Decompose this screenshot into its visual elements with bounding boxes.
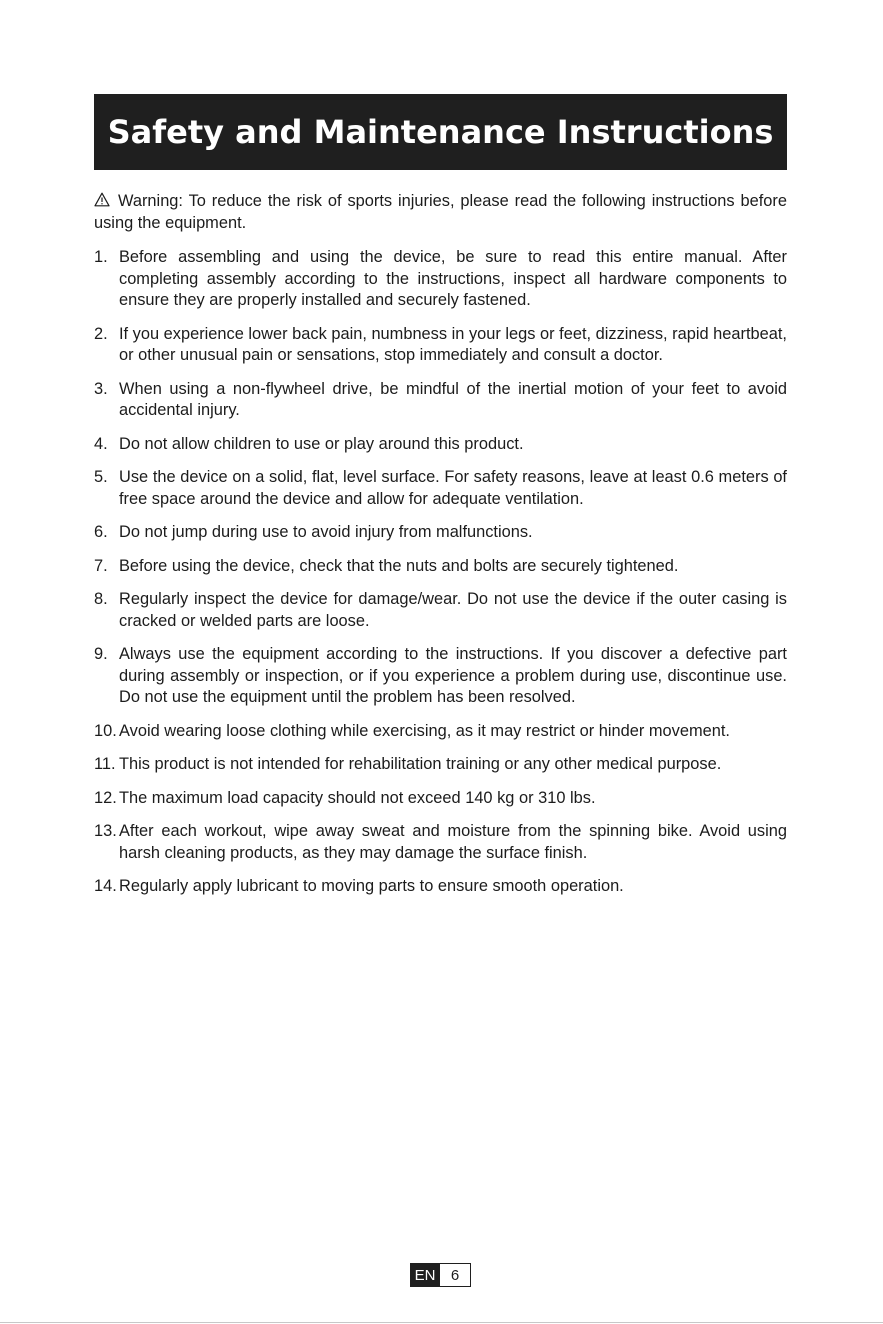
warning-paragraph: [94, 190, 787, 234]
list-item: [94, 644, 787, 709]
list-item-text: Regularly apply lubricant to moving parts to ensure smooth operation.: [119, 877, 624, 895]
list-item-text: Before using the device, check that the nuts and bolts are securely tightened.: [119, 556, 679, 575]
list-item: [94, 434, 787, 456]
page-number: 6: [440, 1263, 471, 1287]
warning-triangle-icon: [94, 192, 110, 207]
manual-page: [94, 94, 787, 910]
list-item-text: After each workout, wipe away sweat and moisture from the spinning bike. Avoid using harsh cleaning products, as they may damage the surface finish.: [119, 822, 787, 862]
language-badge: EN: [410, 1263, 440, 1287]
list-item-text: This product is not intended for rehabilitation training or any other medical purpose.: [119, 755, 722, 773]
list-item-number: 5.: [94, 468, 108, 486]
list-item: [94, 247, 787, 312]
list-item: [94, 876, 787, 898]
list-item: [94, 324, 787, 367]
list-item-number: 8.: [94, 590, 108, 608]
list-item: [94, 788, 787, 810]
page-footer: [410, 1263, 471, 1287]
list-item-number: 7.: [94, 556, 108, 575]
list-item-text: The maximum load capacity should not exceed 140 kg or 310 lbs.: [119, 788, 596, 807]
list-item-number: 12.: [94, 788, 117, 807]
list-item: [94, 821, 787, 864]
page-title: Safety and Maintenance Instructions: [107, 113, 774, 151]
list-item: [94, 522, 787, 544]
list-item: [94, 589, 787, 632]
list-item-number: 11.: [94, 755, 116, 773]
list-item-number: 1.: [94, 248, 108, 266]
list-item-text: When using a non-flywheel drive, be mindful of the inertial motion of your feet to avoid accidental injury.: [119, 379, 787, 419]
list-item-number: 10.: [94, 721, 117, 740]
list-item-text: Do not jump during use to avoid injury from malfunctions.: [119, 523, 533, 541]
list-item-number: 9.: [94, 645, 108, 663]
list-item: [94, 721, 787, 743]
title-banner: [94, 94, 787, 170]
list-item: [94, 754, 787, 776]
list-item-text: Before assembling and using the device, be sure to read this entire manual. After completing assembly according to the instructions, inspect all hardware components to ensure they are properly installed and securely fastened.: [119, 248, 787, 309]
list-item-number: 3.: [94, 379, 108, 398]
instructions-list: [94, 247, 787, 898]
list-item: [94, 467, 787, 510]
list-item-text: Avoid wearing loose clothing while exercising, as it may restrict or hinder movement.: [119, 721, 730, 740]
list-item-number: 4.: [94, 434, 108, 453]
list-item-number: 2.: [94, 324, 108, 343]
list-item-number: 14.: [94, 877, 117, 895]
list-item-number: 13.: [94, 822, 117, 840]
warning-text: Warning: To reduce the risk of sports injuries, please read the following instructions before using the equipment.: [94, 192, 787, 232]
list-item: [94, 379, 787, 422]
list-item: [94, 556, 787, 578]
list-item-text: Use the device on a solid, flat, level surface. For safety reasons, leave at least 0.6 meters of free space around the device and allow for adequate ventilation.: [119, 468, 787, 508]
list-item-text: Always use the equipment according to the instructions. If you discover a defective part during assembly or inspection, or if you experience a problem during use, discontinue use. Do not use the equipment until the problem has been resolved.: [119, 645, 787, 706]
list-item-text: Regularly inspect the device for damage/wear. Do not use the device if the outer casing is cracked or welded parts are loose.: [119, 590, 787, 630]
bottom-divider: [0, 1322, 883, 1323]
list-item-text: If you experience lower back pain, numbness in your legs or feet, dizziness, rapid heartbeat, or other unusual pain or sensations, stop immediately and consult a doctor.: [119, 324, 787, 364]
list-item-number: 6.: [94, 523, 108, 541]
list-item-text: Do not allow children to use or play around this product.: [119, 434, 524, 453]
